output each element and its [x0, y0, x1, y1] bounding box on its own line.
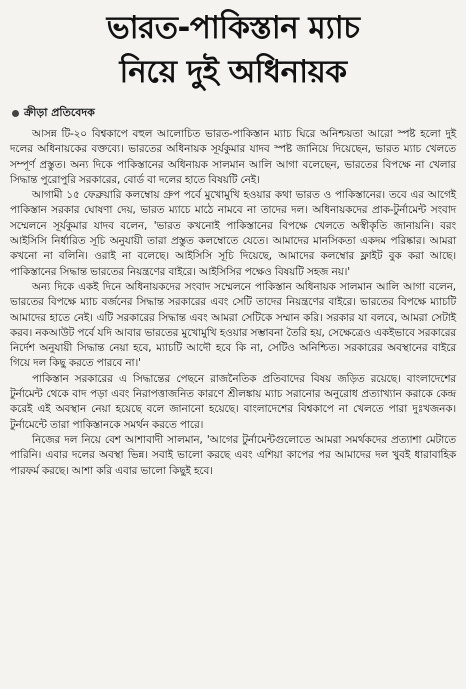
byline	[12, 104, 456, 123]
paragraph: অন্য দিকে একই দিনে অধিনায়কদের সংবাদ সম্মেলনে পাকিস্তান অধিনায়ক সালমান আলি আগা বলেন, ভারতের বিপক্ষে ম্যাচ বর্জনের সিদ্ধান্ত সরকারের এবং সেটি তাদের নিয়ন্ত্রণের বাইরে। ভারতের বিপক্ষে ম্যাচটি আমাদের হাতে নেই। এটি সরকারের সিদ্ধান্ত এবং আমরা সেটিকে সম্মান করি। সরকার যা বলবে, আমরা সেটাই করব। নকআউট পর্বে যদি আবার ভারতের মুখোমুখি হওয়ার সম্ভাবনা তৈরি হয়, সেক্ষেত্রেও একইভাবে সরকারের নির্দেশ অনুযায়ী সিদ্ধান্ত নেয়া হবে, ম্যাচটি আদৌ হবে কি না, সেটিও অনিশ্চিত। সরকারের অবস্থানের বাইরে গিয়ে দল কিছু করতে পারবে না।'	[10, 280, 456, 370]
byline-text: ক্রীড়া প্রতিবেদক	[24, 106, 95, 119]
paragraph: পাকিস্তান সরকারের এ সিদ্ধান্তের পেছনে রাজনৈতিক প্রতিবাদের বিষয় জড়িত রয়েছে। বাংলাদেশের টুর্নামেন্ট থেকে বাদ পড়া এবং নিরাপত্তাজনিত কারণে শ্রীলঙ্কায় ম্যাচ সরানোর অনুরোধ প্রত্যাখ্যান করাকে কেন্দ্র করেই এই অবস্থান নেয়া হয়েছে বলে জানানো হয়েছে। বাংলাদেশের বিশ্বকাপে না খেলতে পারা দুঃখজনক। টুর্নামেন্টে তারা পাকিস্তানকে সমর্থন করতে পারে।	[10, 372, 456, 431]
headline-line-2: নিয়ে দুই অধিনায়ক	[119, 54, 347, 90]
paragraph: আসন্ন টি-২০ বিশ্বকাপে বহুল আলোচিত ভারত-পাকিস্তান ম্যাচ ঘিরে অনিশ্চয়তা আরো স্পষ্ট হলো দুই দলের অধিনায়কের বক্তব্যে। ভারতের অধিনায়ক সূর্যকুমার যাদব স্পষ্ট জানিয়ে দিয়েছেন, ভারত ম্যাচ খেলতে সম্পূর্ণ প্রস্তুত। অন্য দিকে পাকিস্তানের অধিনায়ক সালমান আলি আগা বলেছেন, ভারতের বিপক্ষে না খেলার সিদ্ধান্ত পুরোপুরি সরকারের, বোর্ড বা দলের হাতে বিষয়টি নেই।	[10, 128, 456, 186]
headline	[10, 6, 456, 94]
article-body	[10, 127, 456, 479]
paragraph: আগামী ১৫ ফেব্রুয়ারি কলম্বোয় গ্রুপ পর্বে মুখোমুখি হওয়ার কথা ভারত ও পাকিস্তানের। তবে এর আগেই পাকিস্তান সরকার ঘোষণা দেয়, ভারত ম্যাচে মাঠে নামবে না তাদের দল। অধিনায়কদের প্রাক-টুর্নামেন্ট সংবাদ সম্মেলনে সূর্যকুমার যাদব বলেন, 'ভারত কখনোই পাকিস্তানের বিপক্ষে খেলতে অস্বীকৃতি জানায়নি। বরং আইসিসি নির্ধারিত সূচি অনুযায়ী তারা প্রস্তুত কলম্বোতে যেতে। আমাদের মানসিকতা একদম পরিষ্কার। আমরা কখনো না বলিনি। ওরাই না বলেছে। আইসিসি সূচি দিয়েছে, আমাদের কলম্বোর ফ্লাইট বুক করা আছে। পাকিস্তানের সিদ্ধান্ত ভারতের নিয়ন্ত্রণের বাইরে। আইসিসির পক্ষেও বিষয়টি সহজ নয়।'	[10, 189, 456, 278]
bullet-icon	[12, 110, 19, 117]
headline-line-1: ভারত-পাকিস্তান ম্যাচ	[106, 10, 360, 46]
paragraph: নিজের দল নিয়ে বেশ আশাবাদী সালমান, 'আগের টুর্নামেন্টগুলোতে আমরা সমর্থকদের প্রত্যাশা মেটাতে পারিনি। এবার দলের অবস্থা ভিন্ন। সবাই ভালো করছে এবং এশিয়া কাপের পর আমাদের দল খুবই ধারাবাহিক পারফর্ম করছে। আশা করি এবার ভালো কিছুই হবে।	[10, 433, 456, 477]
